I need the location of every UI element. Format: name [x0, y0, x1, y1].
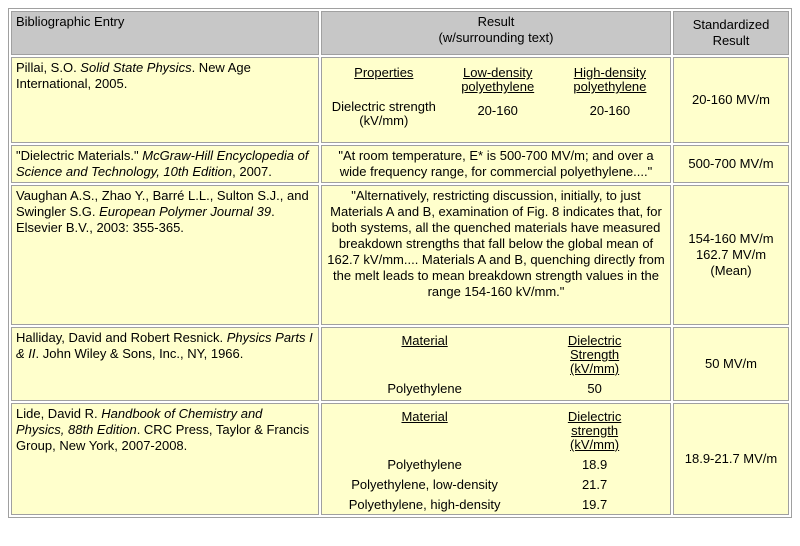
bibliographic-entry: Lide, David R. Handbook of Chemistry and Physics, 88th Edition. CRC Press, Taylor & Francis Group, New York, 2007-2008. [11, 403, 319, 515]
standardized-result: 18.9-21.7 MV/m [673, 403, 789, 515]
subtable-header: Dielectric Strength (kV/mm) [567, 333, 622, 376]
bibliographic-entry: "Dielectric Materials." McGraw-Hill Encyclopedia of Science and Technology, 10th Edition, 2007. [11, 145, 319, 183]
result-subtable [326, 406, 666, 512]
table-row [11, 185, 789, 325]
bibliography-table [8, 8, 792, 518]
subtable-header: High-density polyethylene [573, 65, 647, 94]
table-row [11, 145, 789, 183]
subtable-cell: 19.7 [581, 497, 608, 512]
result-cell [321, 403, 671, 515]
result-cell: "Alternatively, restricting discussion, initially, to just Materials A and B, examination of Fig. 8 indicates that, for both systems, all the quenched materials have measured breakdown strengths that fall below the global mean of 162.7 kV/mm.... Materials A and B, quenching directly from the melt leads to mean breakdown strength values in the range 154-160 kV/mm." [321, 185, 671, 325]
header-standardized-result: Standardized Result [673, 11, 789, 55]
result-cell: "At room temperature, E* is 500-700 MV/m; and over a wide frequency range, for commercial polyethylene...." [321, 145, 671, 183]
subtable-header: Dielectric strength (kV/mm) [567, 409, 622, 452]
result-subtable [326, 330, 666, 396]
header-bibliographic-entry: Bibliographic Entry [11, 11, 319, 55]
standardized-result: 154-160 MV/m 162.7 MV/m (Mean) [673, 185, 789, 325]
subtable-cell: Polyethylene, low-density [351, 477, 498, 492]
subtable-header: Material [401, 333, 448, 348]
subtable-cell: Polyethylene [387, 457, 462, 472]
subtable-header: Material [401, 409, 448, 424]
subtable-cell: Dielectric strength (kV/mm) [331, 99, 436, 128]
bibliographic-entry: Halliday, David and Robert Resnick. Physics Parts I & II. John Wiley & Sons, Inc., NY, 1966. [11, 327, 319, 401]
subtable-cell: 18.9 [581, 457, 608, 472]
standardized-result: 500-700 MV/m [673, 145, 789, 183]
subtable-cell: Polyethylene, high-density [348, 497, 501, 512]
subtable-header: Low-density polyethylene [461, 65, 535, 94]
result-cell [321, 327, 671, 401]
header-row [11, 11, 789, 55]
subtable-header: Properties [354, 65, 414, 80]
header-result: Result (w/surrounding text) [321, 11, 671, 55]
standardized-result: 20-160 MV/m [673, 57, 789, 143]
table-row [11, 403, 789, 515]
subtable-cell: 20-160 [477, 103, 518, 118]
table-row [11, 327, 789, 401]
subtable-cell: Polyethylene [387, 381, 462, 396]
bibliographic-entry: Pillai, S.O. Solid State Physics. New Age International, 2005. [11, 57, 319, 143]
subtable-cell: 50 [587, 381, 602, 396]
table-row [11, 57, 789, 143]
subtable-cell: 20-160 [589, 103, 631, 118]
result-cell [321, 57, 671, 143]
result-subtable [326, 60, 666, 128]
standardized-result: 50 MV/m [673, 327, 789, 401]
bibliographic-entry: Vaughan A.S., Zhao Y., Barré L.L., Sulton S.J., and Swingler S.G. European Polymer Journal 39. Elsevier B.V., 2003: 355-365. [11, 185, 319, 325]
subtable-cell: 21.7 [581, 477, 608, 492]
